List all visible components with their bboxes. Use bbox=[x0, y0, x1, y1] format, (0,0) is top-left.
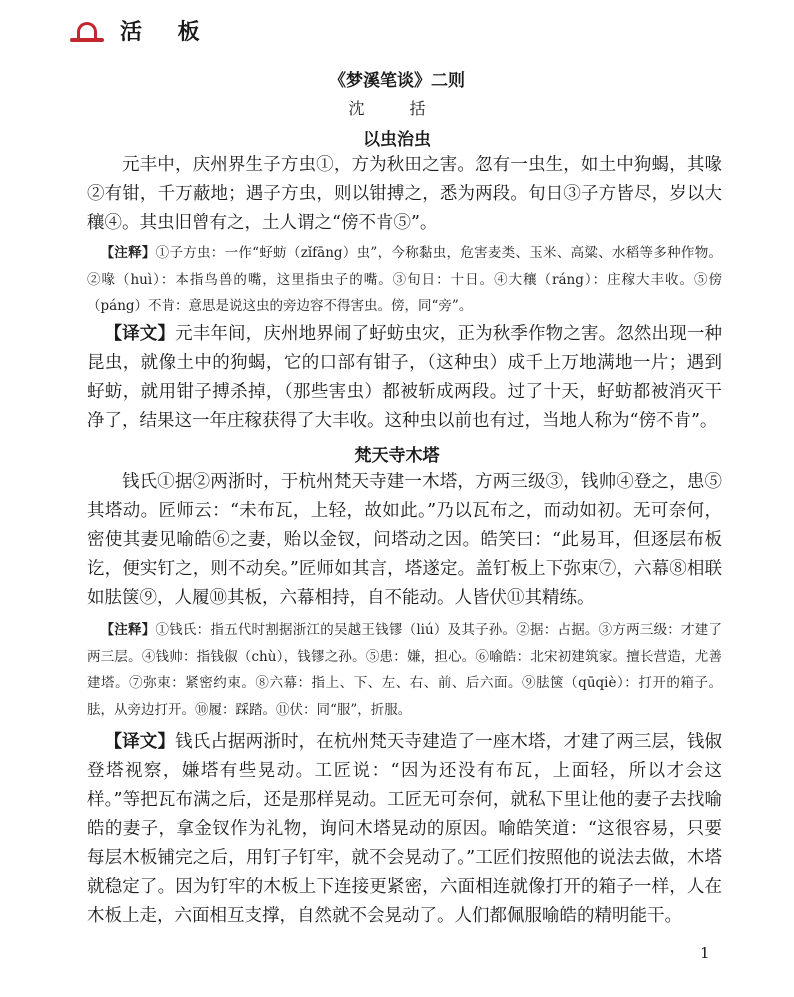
section1-notes bbox=[87, 240, 722, 320]
page-number: 1 bbox=[700, 944, 710, 962]
notes-label: 【注释】 bbox=[100, 245, 156, 261]
chapter-logo-icon bbox=[70, 18, 104, 42]
translation-text: 钱氏占据两浙时，在杭州梵天寺建造了一座木塔，才建了两三层，钱俶登塔视察，嫌塔有些晃动。工匠说：“因为还没有布瓦，上面轻，所以才会这样。”等把瓦布满之后，还是那样晃动。工匠无可奈何，就私下里让他的妻子去找喻皓的妻子，拿金钗作为礼物，询问木塔晃动的原因。喻皓笑道：“这很容易，只要每层木板铺完之后，用钉子钉牢，就不会晃动了。”工匠们按照他的说法去做，木塔就稳定了。因为钉牢的木板上下连接更紧密，六面相连就像打开的箱子一样，人在木板上走，六面相互支撑，自然就不会晃动了。人们都佩服喻皓的精明能干。 bbox=[87, 732, 723, 926]
section2-notes bbox=[87, 617, 722, 723]
article-author: 沈 括 bbox=[348, 99, 446, 118]
section2-heading: 梵天寺木塔 bbox=[354, 446, 440, 466]
section1-paragraph: 元丰中，庆州界生子方虫①，方为秋田之害。忽有一虫生，如土中狗蝎，其喙②有钳，千万蔽地；遇子方虫，则以钳搏之，悉为两段。旬日③子方皆尽，岁以大穰④。其虫旧曾有之，土人谓之“傍不肯⑤”。 bbox=[87, 155, 722, 233]
notes-label: 【注释】 bbox=[100, 622, 156, 638]
header-title: 活 板 bbox=[120, 18, 214, 45]
section2-translation bbox=[87, 728, 722, 931]
translation-label: 【译文】 bbox=[104, 324, 176, 344]
notes-text: ①钱氏：指五代时割据浙江的吴越王钱镠（liú）及其子孙。②据：占据。③方两三级：才建了两三层。④钱帅：指钱俶（chù），钱镠之孙。⑤患：嫌，担心。⑥喻皓：北宋初建筑家。擅长营造，尤善建塔。⑦弥束：紧密约束。⑧六幕：指上、下、左、右、前、后六面。⑨胠箧（qūqiè）：打开的箱子。胠，从旁边打开。⑩履：踩踏。⑪伏：同“服”，折服。 bbox=[87, 622, 722, 718]
section1-translation bbox=[87, 320, 722, 436]
translation-label: 【译文】 bbox=[104, 732, 176, 752]
notes-text: ①子方虫：一作“虸蚄（zǐfāng）虫”，今称黏虫，危害麦类、玉米、高粱、水稻等多种作物。②喙（huì）：本指鸟兽的嘴，这里指虫子的嘴。③旬日：十日。④大穰（ráng）：庄稼大丰收。⑤傍（páng）不肯：意思是说这虫的旁边容不得害虫。傍，同“旁”。 bbox=[87, 245, 722, 314]
article-title: 《梦溪笔谈》二则 bbox=[329, 71, 465, 91]
page-header bbox=[70, 10, 214, 50]
section1-heading: 以虫治虫 bbox=[363, 130, 431, 150]
translation-text: 元丰年间，庆州地界闹了虸蚄虫灾，正为秋季作物之害。忽然出现一种昆虫，就像土中的狗蝎，它的口部有钳子，（这种虫）成千上万地满地一片；遇到虸蚄，就用钳子搏杀掉，（那些害虫）都被斩成两段。过了十天，虸蚄都被消灭干净了，结果这一年庄稼获得了大丰收。这种虫以前也有过，当地人称为“傍不肯”。 bbox=[87, 324, 723, 431]
section2-paragraph: 钱氏①据②两浙时，于杭州梵天寺建一木塔，方两三级③，钱帅④登之，患⑤其塔动。匠师云：“未布瓦，上轻，故如此。”乃以瓦布之，而动如初。无可奈何，密使其妻见喻皓⑥之妻，贻以金钗，问塔动之因。皓笑曰：“此易耳，但逐层布板讫，便实钉之，则不动矣。”匠师如其言，塔遂定。盖钉板上下弥束⑦，六幕⑧相联如胠箧⑨，人履⑩其板，六幕相持，自不能动。人皆伏⑪其精练。 bbox=[87, 472, 722, 608]
